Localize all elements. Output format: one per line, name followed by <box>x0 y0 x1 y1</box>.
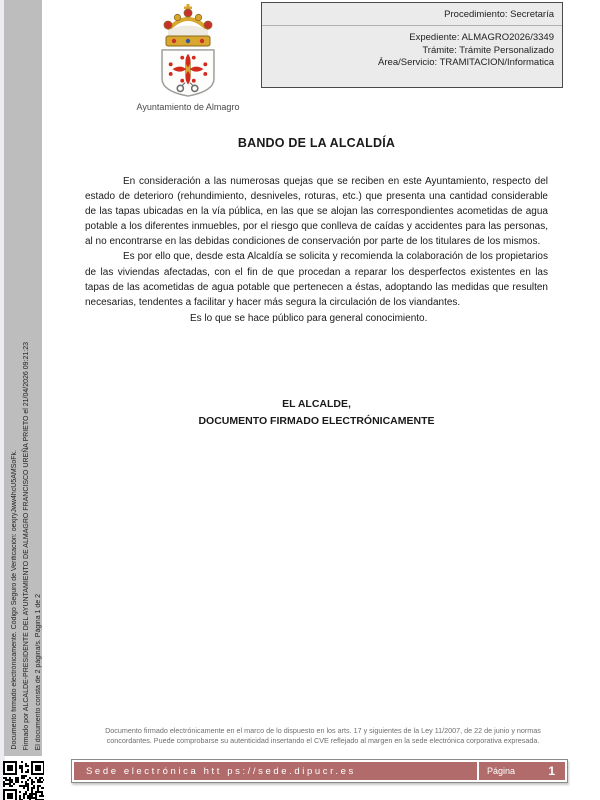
crown-icon <box>156 4 220 48</box>
expediente-value: Expediente: ALMAGRO2026/3349 <box>409 32 554 43</box>
paragraph-2: Es por ello que, desde esta Alcaldía se solicita y recomienda la colaboración de los propietarios de las viviendas afectadas, con el fin de que procedan a reparar los desperfectos existentes en las tapas de las acometidas de agua potable que pertenecen a éstas, adoptando las medidas que resulten necesarias, tendentes a facilitar y hacer más segura la circulación de los viandantes. <box>85 251 548 308</box>
verification-text <box>9 0 44 750</box>
procedure-value: Procedimiento: Secretaría <box>262 3 562 26</box>
verification-line-signer: Firmado por ALCALDE-PRESIDENTE DEL AYUNTAMIENTO DE ALMAGRO FRANCISCO UREÑA PRIETO el 21/04/2026 09:21:23 <box>23 341 30 750</box>
signature-note: DOCUMENTO FIRMADO ELECTRÓNICAMENTE <box>198 414 435 427</box>
qr-code <box>3 761 44 800</box>
legal-line-1: Documento firmado electrónicamente en el marco de lo dispuesto en los arts. 17 y siguientes de la Ley 11/2007, de 22 de junio y normas <box>105 726 541 735</box>
page-label: Página <box>487 766 516 776</box>
document-body <box>85 174 548 326</box>
crest-caption: Ayuntamiento de Almagro <box>136 102 240 112</box>
shield-icon <box>159 48 217 98</box>
qr-code-icon <box>3 761 44 800</box>
tramite-value: Trámite: Trámite Personalizado <box>422 44 554 56</box>
paragraph-1: En consideración a las numerosas quejas que se reciben en este Ayuntamiento, respecto del estado de deterioro (rehundimiento, desniveles, roturas, etc.) que presenta una cantidad considerable de las tapas ubicadas en la vía pública, en las que se alojan las correspondientes acometidas de agua potable a los diferentes inmuebles, por el riesgo que conlleva de caídas y accidentes para las personas, al no encontrarse en las debidas condiciones de conservación por parte de los titulares de los mismos. <box>85 176 548 248</box>
page-number: 1 <box>548 764 555 778</box>
signature-role: EL ALCALDE, <box>282 398 351 410</box>
procedure-info-box <box>261 2 563 88</box>
legal-line-2: concordantes. Puede comprobarse su autenticidad insertando el CVE reflejado al margen en la sede electrónica corporativa expresada. <box>106 736 540 745</box>
closing-line: Es lo que se hace público para general conocimiento. <box>190 312 428 324</box>
verification-line-csv: Documento firmado electrónicamente. Código Seguro de Verificación: oexjryJww4hcU5AMSoFk. <box>11 450 18 750</box>
document-title: BANDO DE LA ALCALDÍA <box>237 136 396 150</box>
legal-footer <box>78 726 568 746</box>
area-servicio-value: Área/Servicio: TRAMITACION/Informatica <box>378 57 554 68</box>
sede-electronica-bar <box>71 759 568 783</box>
sede-url: Sede electrónica htt ps://sede.dipucr.es <box>86 765 356 777</box>
municipal-crest <box>118 4 258 112</box>
verification-line-pages: El documento consta de 2 página/s. Página 1 de 2 <box>35 593 42 750</box>
signature-block <box>85 396 548 429</box>
page-indicator <box>479 762 565 780</box>
